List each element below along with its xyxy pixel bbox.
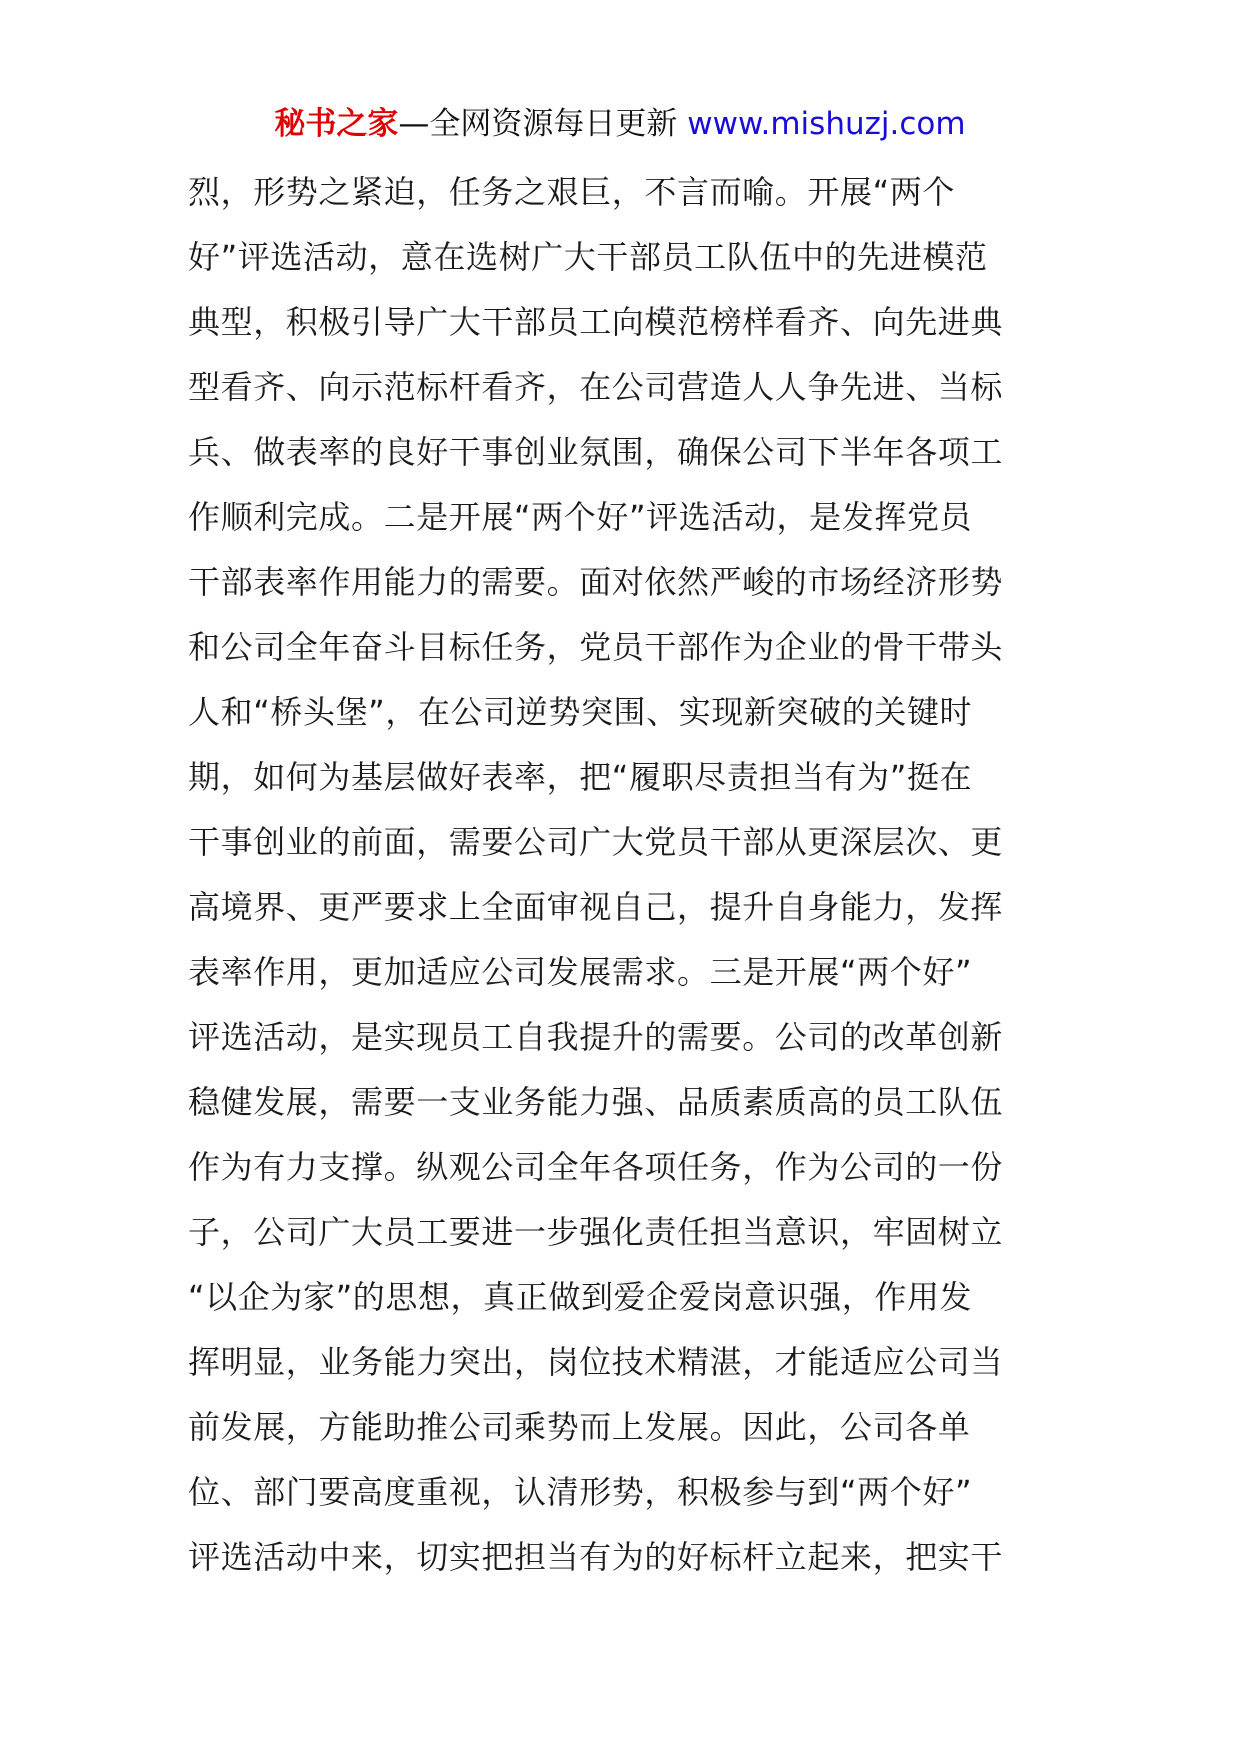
text-line: 干部表率作用能力的需要。面对依然严峻的市场经济形势 — [188, 563, 1004, 601]
site-url-link[interactable]: www.mishuzj.com — [687, 106, 966, 142]
text-line: 好”评选活动，意在选树广大干部员工队伍中的先进模范 — [188, 238, 988, 276]
brand-name: 秘书之家 — [274, 106, 399, 142]
document-body — [188, 160, 1068, 1590]
text-line: 人和“桥头堡”，在公司逆势突围、实现新突破的关键时 — [188, 693, 973, 731]
text-line: 作顺利完成。二是开展“两个好”评选活动，是发挥党员 — [188, 498, 973, 536]
text-line: 表率作用，更加适应公司发展需求。三是开展“两个好” — [188, 953, 973, 991]
text-line: 作为有力支撑。纵观公司全年各项任务，作为公司的一份 — [188, 1148, 1004, 1186]
text-line: 期，如何为基层做好表率，把“履职尽责担当有为”挺在 — [188, 758, 973, 796]
header-tagline: —全网资源每日更新 — [398, 106, 688, 142]
text-line: 高境界、更严要求上全面审视自己，提升自身能力，发挥 — [188, 888, 1004, 926]
text-line: 稳健发展，需要一支业务能力强、品质素质高的员工队伍 — [188, 1083, 1004, 1121]
text-line: 干事创业的前面，需要公司广大党员干部从更深层次、更 — [188, 823, 1004, 861]
text-line: 子，公司广大员工要进一步强化责任担当意识，牢固树立 — [188, 1213, 1004, 1251]
text-line: 烈，形势之紧迫，任务之艰巨，不言而喻。开展“两个 — [188, 173, 955, 211]
text-line: “以企为家”的思想，真正做到爱企爱岗意识强，作用发 — [188, 1278, 973, 1316]
text-line: 和公司全年奋斗目标任务，党员干部作为企业的骨干带头 — [188, 628, 1004, 666]
text-line: 评选活动中来，切实把担当有为的好标杆立起来，把实干 — [188, 1538, 1004, 1576]
text-line: 位、部门要高度重视，认清形势，积极参与到“两个好” — [188, 1473, 973, 1511]
text-line: 兵、做表率的良好干事创业氛围，确保公司下半年各项工 — [188, 433, 1004, 471]
text-line: 评选活动，是实现员工自我提升的需要。公司的改革创新 — [188, 1018, 1004, 1056]
text-line: 挥明显，业务能力突出，岗位技术精湛，才能适应公司当 — [188, 1343, 1004, 1381]
page-header — [0, 100, 1240, 148]
text-line: 典型，积极引导广大干部员工向模范榜样看齐、向先进典 — [188, 303, 1004, 341]
text-line: 型看齐、向示范标杆看齐，在公司营造人人争先进、当标 — [188, 368, 1004, 406]
text-line: 前发展，方能助推公司乘势而上发展。因此，公司各单 — [188, 1408, 971, 1446]
